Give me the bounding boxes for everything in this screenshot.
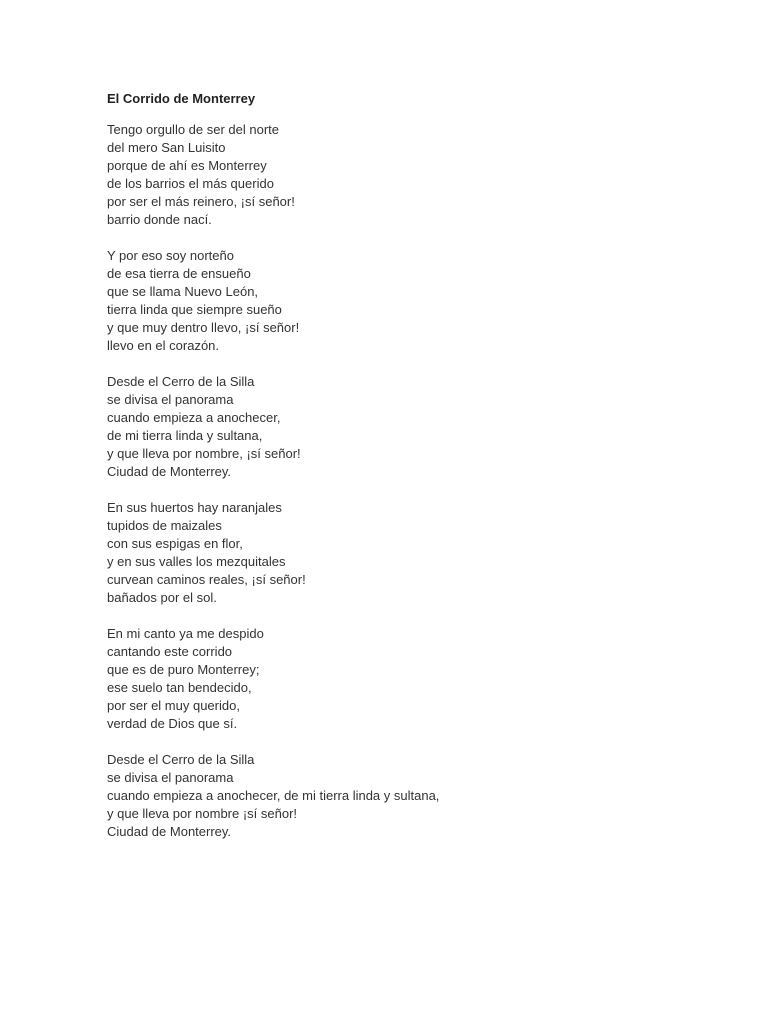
stanza-line: y que lleva por nombre ¡sí señor! [107, 806, 298, 821]
stanza-line: por ser el muy querido, [107, 698, 240, 713]
stanza-line: curvean caminos reales, ¡sí señor! [107, 572, 306, 587]
stanza-line: por ser el más reinero, ¡sí señor! [107, 194, 295, 209]
stanza-line: que se llama Nuevo León, [107, 284, 259, 299]
stanza-line: y que muy dentro llevo, ¡sí señor! [107, 320, 300, 335]
stanza-line: Desde el Cerro de la Silla [107, 752, 255, 767]
stanza-line: Ciudad de Monterrey. [107, 464, 232, 479]
stanza-line: llevo en el corazón. [107, 338, 220, 353]
stanza-line: tierra linda que siempre sueño [107, 302, 282, 317]
stanza-line: barrio donde nací. [107, 212, 212, 227]
stanza-line: y en sus valles los mezquitales [107, 554, 286, 569]
stanza-3 [107, 373, 727, 481]
stanza-4 [107, 499, 727, 607]
stanza-line: de esa tierra de ensueño [107, 266, 251, 281]
stanza-line: Y por eso soy norteño [107, 248, 234, 263]
stanza-1 [107, 121, 727, 229]
stanza-line: de mi tierra linda y sultana, [107, 428, 263, 443]
stanza-5 [107, 625, 727, 733]
stanza-line: de los barrios el más querido [107, 176, 274, 191]
stanza-2 [107, 247, 727, 355]
stanza-line: verdad de Dios que sí. [107, 716, 238, 731]
stanza-line: Tengo orgullo de ser del norte [107, 122, 280, 137]
stanza-line: del mero San Luisito [107, 140, 226, 155]
stanza-line: se divisa el panorama [107, 770, 234, 785]
stanza-line: tupidos de maizales [107, 518, 222, 533]
document-title: El Corrido de Monterrey [107, 91, 256, 106]
stanza-line: se divisa el panorama [107, 392, 234, 407]
stanza-line: y que lleva por nombre, ¡sí señor! [107, 446, 301, 461]
document-page [107, 90, 727, 859]
stanza-line: ese suelo tan bendecido, [107, 680, 252, 695]
stanza-line: porque de ahí es Monterrey [107, 158, 267, 173]
stanza-line: cuando empieza a anochecer, [107, 410, 281, 425]
stanza-line: En sus huertos hay naranjales [107, 500, 282, 515]
stanza-line: con sus espigas en flor, [107, 536, 243, 551]
stanza-line: bañados por el sol. [107, 590, 217, 605]
stanza-line: Desde el Cerro de la Silla [107, 374, 255, 389]
stanza-line: En mi canto ya me despido [107, 626, 264, 641]
stanza-6 [107, 751, 727, 841]
stanza-line: cantando este corrido [107, 644, 233, 659]
stanza-line: cuando empieza a anochecer, de mi tierra linda y sultana, [107, 788, 440, 803]
stanza-line: que es de puro Monterrey; [107, 662, 260, 677]
stanza-line: Ciudad de Monterrey. [107, 824, 232, 839]
